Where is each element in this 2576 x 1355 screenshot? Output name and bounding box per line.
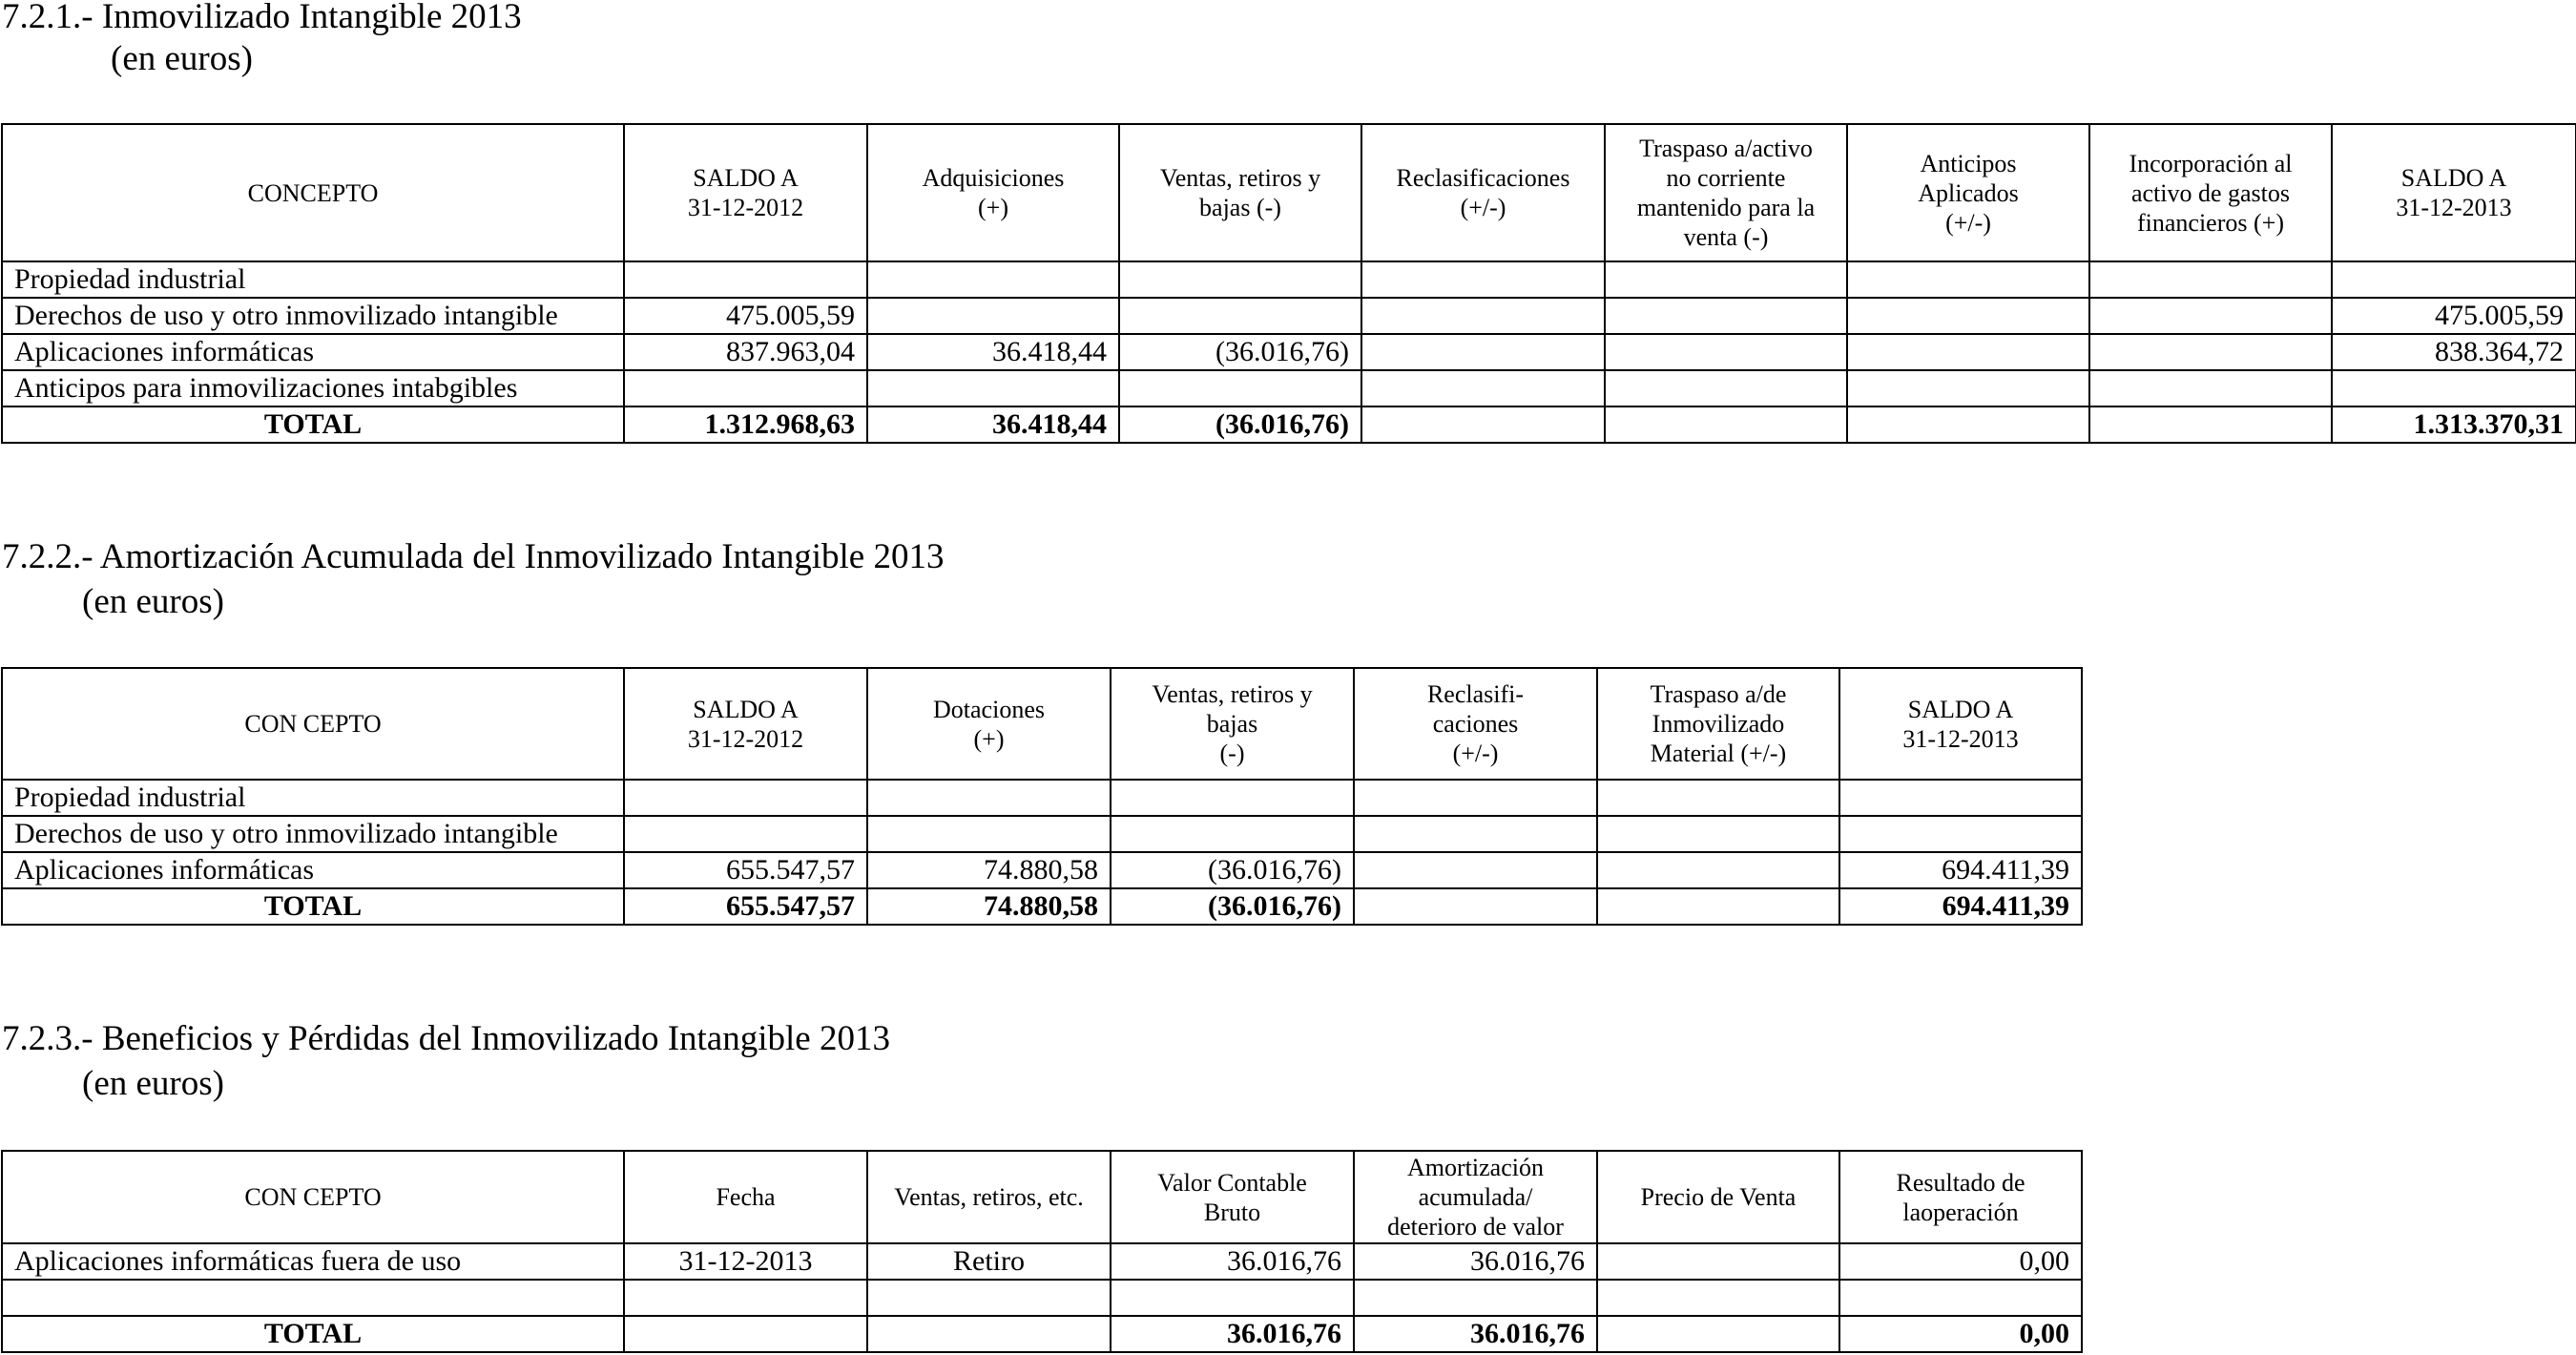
table-cell	[1111, 816, 1354, 852]
column-header: Amortización acumulada/ deterioro de valor	[1354, 1151, 1597, 1243]
table-cell	[2089, 370, 2332, 406]
table-cell	[1354, 816, 1597, 852]
total-cell	[1605, 406, 1847, 443]
total-cell	[2089, 406, 2332, 443]
table-row	[2, 370, 2576, 406]
total-cell: 0,00	[1839, 1316, 2082, 1352]
row-label	[2, 1280, 624, 1316]
column-header: Valor Contable Bruto	[1111, 1151, 1354, 1243]
row-label: Derechos de uso y otro inmovilizado intangible	[2, 816, 624, 852]
table-cell	[2089, 261, 2332, 298]
table-cell: 694.411,39	[1839, 852, 2082, 888]
table-cell	[1597, 780, 1839, 816]
table-cell: 655.547,57	[624, 852, 867, 888]
table-row	[2, 1280, 2082, 1316]
column-header: Dotaciones (+)	[867, 668, 1111, 780]
row-label: Propiedad industrial	[2, 261, 624, 298]
column-header: Fecha	[624, 1151, 867, 1243]
section2-subtitle: (en euros)	[82, 582, 224, 621]
table-cell	[1597, 852, 1839, 888]
table-cell	[867, 780, 1111, 816]
table-cell	[2089, 334, 2332, 370]
table-cell	[1847, 370, 2089, 406]
table-cell	[1597, 1280, 1839, 1316]
total-cell	[1361, 406, 1605, 443]
table-cell	[867, 298, 1119, 334]
table-row	[2, 1243, 2082, 1280]
table-cell	[1111, 780, 1354, 816]
total-cell	[1597, 1316, 1839, 1352]
row-label: Aplicaciones informáticas	[2, 334, 624, 370]
table-cell	[1839, 1280, 2082, 1316]
table-cell: (36.016,76)	[1111, 852, 1354, 888]
total-cell: (36.016,76)	[1111, 888, 1354, 925]
column-header: CON CEPTO	[2, 668, 624, 780]
table-row	[2, 298, 2576, 334]
table-cell: 36.418,44	[867, 334, 1119, 370]
table-cell	[1847, 298, 2089, 334]
table-cell	[624, 370, 867, 406]
total-label: TOTAL	[2, 888, 624, 925]
table-cell	[867, 816, 1111, 852]
table-cell	[1119, 298, 1361, 334]
column-header: SALDO A 31-12-2012	[624, 668, 867, 780]
table-row	[2, 816, 2082, 852]
table-cell	[1605, 298, 1847, 334]
column-header: CONCEPTO	[2, 124, 624, 261]
table-cell	[2332, 261, 2576, 298]
table-cell	[1111, 1280, 1354, 1316]
table-cell: 74.880,58	[867, 852, 1111, 888]
table-cell	[1847, 334, 2089, 370]
total-row	[2, 888, 2082, 925]
column-header: Resultado de laoperación	[1839, 1151, 2082, 1243]
row-label: Aplicaciones informáticas	[2, 852, 624, 888]
total-label: TOTAL	[2, 1316, 624, 1352]
column-header: Ventas, retiros y bajas (-)	[1119, 124, 1361, 261]
table-cell: 475.005,59	[624, 298, 867, 334]
table-cell	[2332, 370, 2576, 406]
total-row	[2, 1316, 2082, 1352]
row-label: Anticipos para inmovilizaciones intabgibles	[2, 370, 624, 406]
column-header: Traspaso a/de Inmovilizado Material (+/-)	[1597, 668, 1839, 780]
total-label: TOTAL	[2, 406, 624, 443]
column-header: CON CEPTO	[2, 1151, 624, 1243]
table-row	[2, 852, 2082, 888]
gains-losses-table	[1, 1150, 2083, 1353]
table-cell: 36.016,76	[1354, 1243, 1597, 1280]
total-cell	[867, 1316, 1111, 1352]
table-row	[2, 334, 2576, 370]
table-cell	[1597, 1243, 1839, 1280]
column-header: Ventas, retiros y bajas (-)	[1111, 668, 1354, 780]
table-cell	[1605, 370, 1847, 406]
column-header: SALDO A 31-12-2013	[2332, 124, 2576, 261]
table-cell	[1354, 852, 1597, 888]
table-cell	[1361, 334, 1605, 370]
table-cell	[1361, 261, 1605, 298]
header-row	[2, 1151, 2082, 1243]
total-cell	[624, 1316, 867, 1352]
total-cell: (36.016,76)	[1119, 406, 1361, 443]
column-header: Traspaso a/activo no corriente mantenido para la venta (-)	[1605, 124, 1847, 261]
table-cell	[1354, 1280, 1597, 1316]
total-cell	[1847, 406, 2089, 443]
section2-title: 7.2.2.- Amortización Acumulada del Inmovilizado Intangible 2013	[2, 537, 945, 576]
column-header: Anticipos Aplicados (+/-)	[1847, 124, 2089, 261]
table-cell: (36.016,76)	[1119, 334, 1361, 370]
table-cell	[624, 816, 867, 852]
total-cell: 1.313.370,31	[2332, 406, 2576, 443]
column-header: SALDO A 31-12-2013	[1839, 668, 2082, 780]
column-header: SALDO A 31-12-2012	[624, 124, 867, 261]
accumulated-amortization-table	[1, 667, 2083, 926]
header-row	[2, 668, 2082, 780]
total-cell: 36.016,76	[1111, 1316, 1354, 1352]
table-cell: 838.364,72	[2332, 334, 2576, 370]
total-cell: 36.016,76	[1354, 1316, 1597, 1352]
column-header: Ventas, retiros, etc.	[867, 1151, 1111, 1243]
table-cell	[1839, 816, 2082, 852]
table-cell	[624, 261, 867, 298]
table-cell	[1847, 261, 2089, 298]
table-cell: 36.016,76	[1111, 1243, 1354, 1280]
table-cell: 475.005,59	[2332, 298, 2576, 334]
table-cell: 31-12-2013	[624, 1243, 867, 1280]
column-header: Incorporación al activo de gastos financieros (+)	[2089, 124, 2332, 261]
table-cell	[1119, 261, 1361, 298]
total-row	[2, 406, 2576, 443]
total-cell: 74.880,58	[867, 888, 1111, 925]
table-cell	[2089, 298, 2332, 334]
table-cell	[1605, 261, 1847, 298]
total-cell	[1354, 888, 1597, 925]
column-header: Precio de Venta	[1597, 1151, 1839, 1243]
column-header: Reclasifi- caciones (+/-)	[1354, 668, 1597, 780]
section1-subtitle: (en euros)	[111, 39, 253, 78]
table-cell	[867, 370, 1119, 406]
table-cell	[1597, 816, 1839, 852]
table-cell	[624, 780, 867, 816]
total-cell: 36.418,44	[867, 406, 1119, 443]
section1-title: 7.2.1.- Inmovilizado Intangible 2013	[2, 0, 522, 36]
table-cell	[1361, 370, 1605, 406]
table-cell	[867, 1280, 1111, 1316]
table-cell	[1361, 298, 1605, 334]
table-cell	[867, 261, 1119, 298]
table-cell: Retiro	[867, 1243, 1111, 1280]
total-cell: 655.547,57	[624, 888, 867, 925]
table-row	[2, 261, 2576, 298]
row-label: Propiedad industrial	[2, 780, 624, 816]
header-row	[2, 124, 2576, 261]
table-cell	[1605, 334, 1847, 370]
table-cell	[1839, 780, 2082, 816]
section3-title: 7.2.3.- Beneficios y Pérdidas del Inmovilizado Intangible 2013	[2, 1019, 890, 1058]
total-cell	[1597, 888, 1839, 925]
total-cell: 1.312.968,63	[624, 406, 867, 443]
intangible-assets-table	[1, 123, 2576, 444]
row-label: Derechos de uso y otro inmovilizado intangible	[2, 298, 624, 334]
table-row	[2, 780, 2082, 816]
table-cell: 0,00	[1839, 1243, 2082, 1280]
table-cell	[624, 1280, 867, 1316]
table-cell	[1354, 780, 1597, 816]
section3-subtitle: (en euros)	[82, 1064, 224, 1103]
table-cell: 837.963,04	[624, 334, 867, 370]
total-cell: 694.411,39	[1839, 888, 2082, 925]
column-header: Adquisiciones (+)	[867, 124, 1119, 261]
table-cell	[1119, 370, 1361, 406]
column-header: Reclasificaciones (+/-)	[1361, 124, 1605, 261]
row-label: Aplicaciones informáticas fuera de uso	[2, 1243, 624, 1280]
